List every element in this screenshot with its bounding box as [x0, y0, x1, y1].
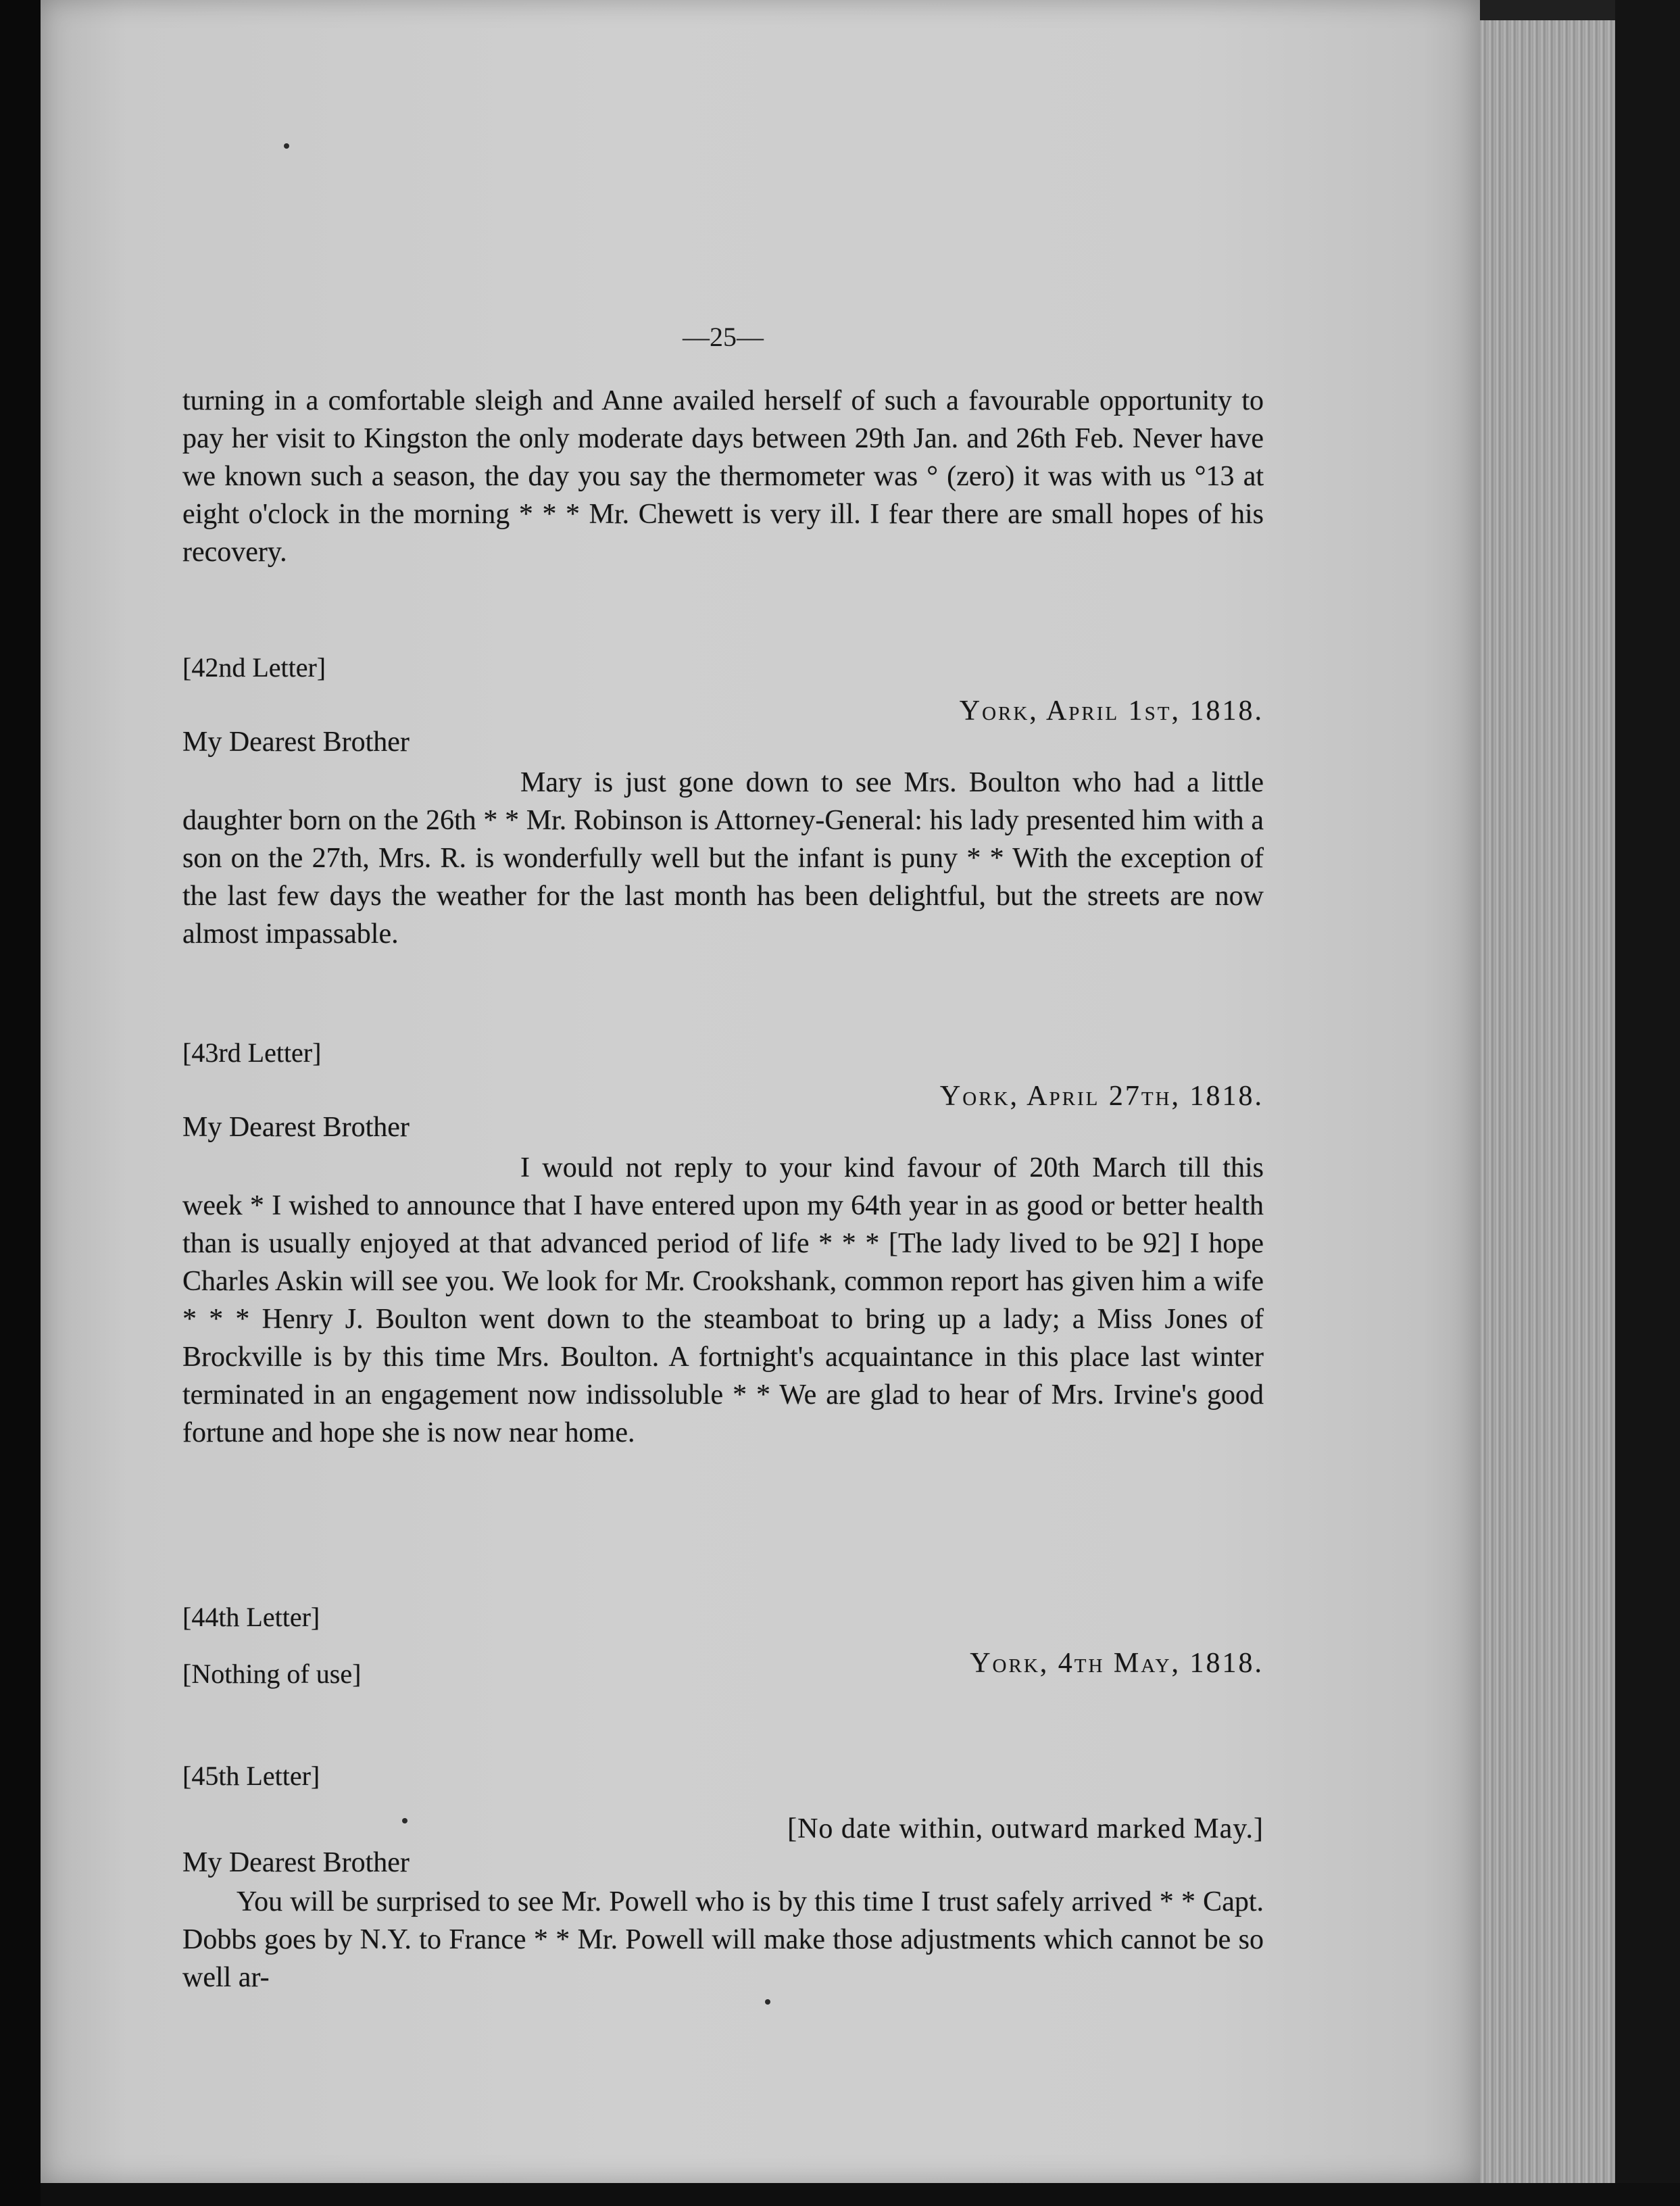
opening-paragraph-block [182, 382, 1264, 571]
letter-43 [182, 1034, 1264, 1452]
binding-edge [0, 0, 41, 2206]
letter-heading: [45th Letter] [182, 1761, 320, 1791]
stray-mark [765, 1999, 770, 2005]
bottom-shadow [41, 2183, 1680, 2206]
page-edges [1480, 20, 1615, 2183]
opening-paragraph: turning in a comfortable sleigh and Anne availed herself of such a favourable opportunity to pay her visit to Kingston the only moderate days between 29th Jan. and 26th Feb. Never have we known such a season, the day you say the thermometer was ° (zero) it was with us °13 at eight o'clock in the morning * * * Mr. Chewett is very ill. I fear there are small hopes of his recovery. [182, 385, 1264, 568]
letter-body: You will be surprised to see Mr. Powell who is by this time I trust safely arrived * * Capt. Dobbs goes by N.Y. to France * * Mr. Powell will make those adjustments which cannot be so well ar- [182, 1886, 1264, 1993]
salutation: My Dearest Brother [182, 1847, 410, 1878]
letter-44 [182, 1598, 1264, 1693]
letter-body: I would not reply to your kind favour of 20th March till this week * I wished to announce that I have entered upon my 64th year in as good or better health than is usually enjoyed at that advanced period of life * * * [The lady lived to be 92] I hope Charles Askin will see you. We look for Mr. Crookshank, common report has given him a wife * * * Henry J. Boulton went down to the steamboat to bring up a lady; a Miss Jones of Brockville is by this time Mrs. Boulton. A fortnight's acquaintance in this place last winter terminated in an engagement now indissoluble * * We are glad to hear of Mrs. Irvine's good fortune and hope she is now near home. [182, 1152, 1264, 1448]
salutation: My Dearest Brother [182, 727, 410, 758]
letter-note: [Nothing of use] [182, 1659, 362, 1689]
letter-heading: [43rd Letter] [182, 1037, 322, 1068]
letter-body: Mary is just gone down to see Mrs. Boulton who had a little daughter born on the 26th * * Mr. Robinson is Attorney-General: his lady presented him with a son on the 27th, Mrs. R. is wonderfully well but the infant is puny * * With the exception of the last few days the weather for the last month has been delightful, but the streets are now almost impassable. [182, 767, 1264, 950]
page-edge-shadow [1615, 0, 1680, 2206]
stray-mark [284, 143, 289, 149]
letter-date-note: [No date within, outward marked May.] [787, 1813, 1264, 1844]
page-number: —25— [683, 322, 764, 352]
letter-heading: [44th Letter] [182, 1602, 320, 1632]
letter-date: York, April 27th, 1818. [939, 1081, 1264, 1112]
letter-date: York, 4th May, 1818. [970, 1648, 1264, 1679]
letter-42 [182, 649, 1264, 953]
letter-heading: [42nd Letter] [182, 652, 326, 683]
letter-date: York, April 1st, 1818. [959, 695, 1264, 727]
letter-45 [182, 1757, 1264, 1996]
salutation: My Dearest Brother [182, 1112, 410, 1143]
